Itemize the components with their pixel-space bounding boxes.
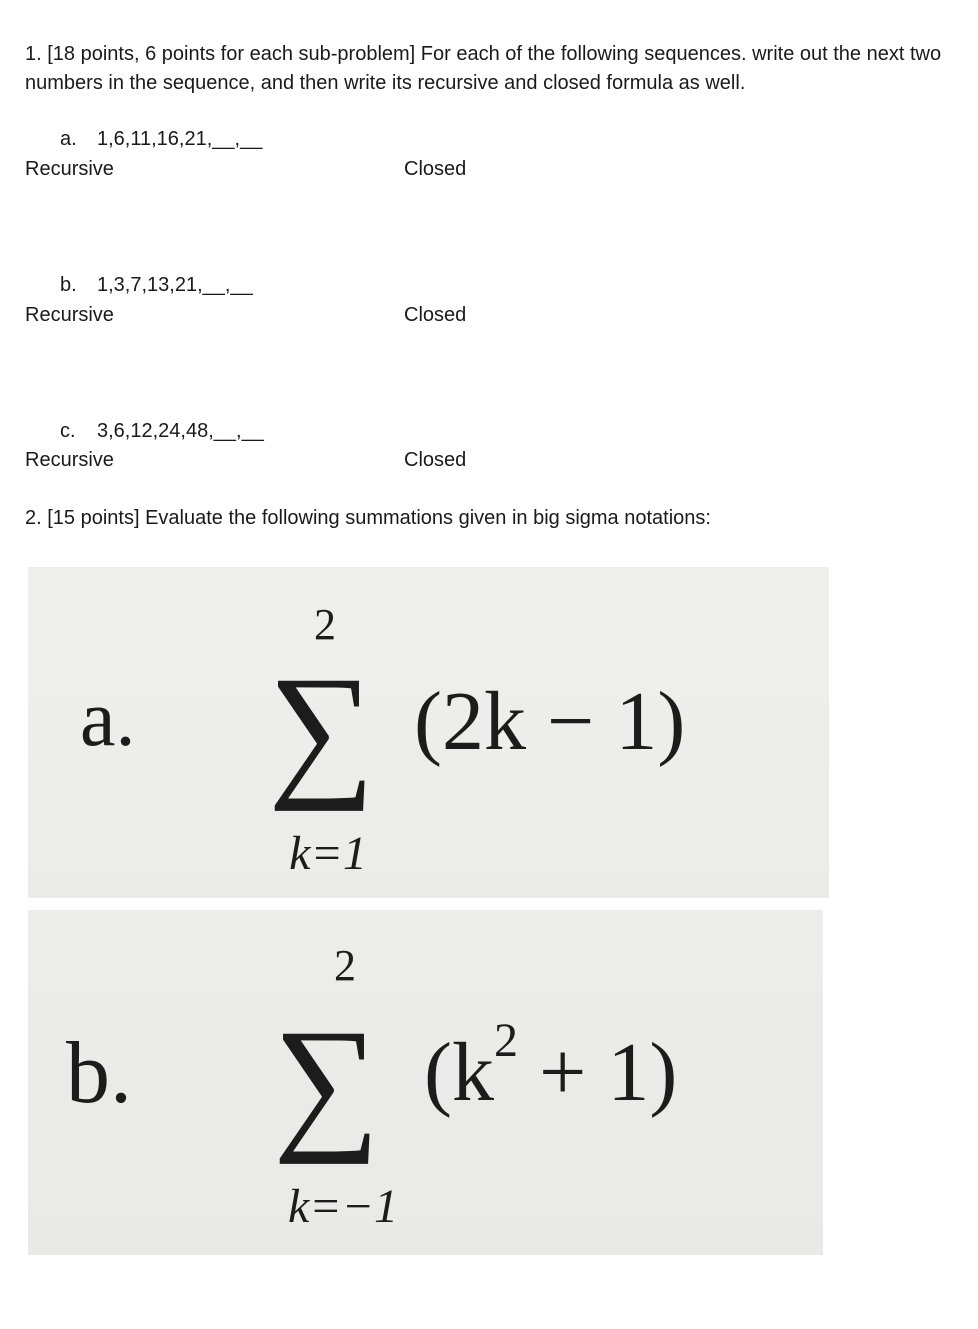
question-2-prompt: 2. [15 points] Evaluate the following summations given in big sigma notations: (25, 507, 711, 529)
summation-b-lower: k=−1 (287, 1180, 399, 1233)
summation-b-sigma: ∑ (273, 999, 380, 1165)
sequence-c-letter: c. (60, 420, 76, 442)
sequence-b (60, 274, 253, 297)
sequence-b-letter: b. (60, 274, 77, 296)
sequence-a (60, 128, 262, 151)
summation-b-exponent: 2 (493, 1014, 518, 1067)
summation-b-term-close: + 1) (517, 1026, 678, 1119)
sequence-c (60, 420, 264, 443)
recursive-label-b: Recursive (25, 304, 114, 326)
summation-a-letter: a. (80, 675, 136, 763)
summation-b-upper: 2 (334, 941, 356, 990)
summation-a-image (28, 567, 829, 898)
closed-label-c: Closed (404, 449, 467, 471)
question-1-prompt: 1. [18 points, 6 points for each sub-problem] For each of the following sequences. write out the next two numbers in the sequence, and then write its recursive and closed formula as well. (25, 43, 942, 94)
sequence-a-values: 1,6,11,16,21,__,__ (97, 128, 263, 150)
summation-a-sigma: ∑ (268, 646, 375, 812)
sequence-b-values: 1,3,7,13,21,__,__ (97, 274, 253, 296)
summation-a-upper: 2 (314, 600, 336, 649)
summation-a-term: (2k − 1) (414, 675, 686, 768)
closed-label-a: Closed (404, 158, 467, 180)
summation-b-image (28, 910, 823, 1255)
sequence-a-letter: a. (60, 128, 77, 150)
summation-b-term (424, 1014, 677, 1119)
recursive-label-c: Recursive (25, 449, 114, 471)
sequence-c-values: 3,6,12,24,48,__,__ (97, 420, 264, 442)
summation-b-term-open: (k (424, 1026, 494, 1119)
summation-a-lower: k=1 (289, 827, 367, 880)
summation-b-letter: b. (66, 1025, 132, 1122)
closed-label-b: Closed (404, 304, 467, 326)
recursive-label-a: Recursive (25, 158, 114, 180)
